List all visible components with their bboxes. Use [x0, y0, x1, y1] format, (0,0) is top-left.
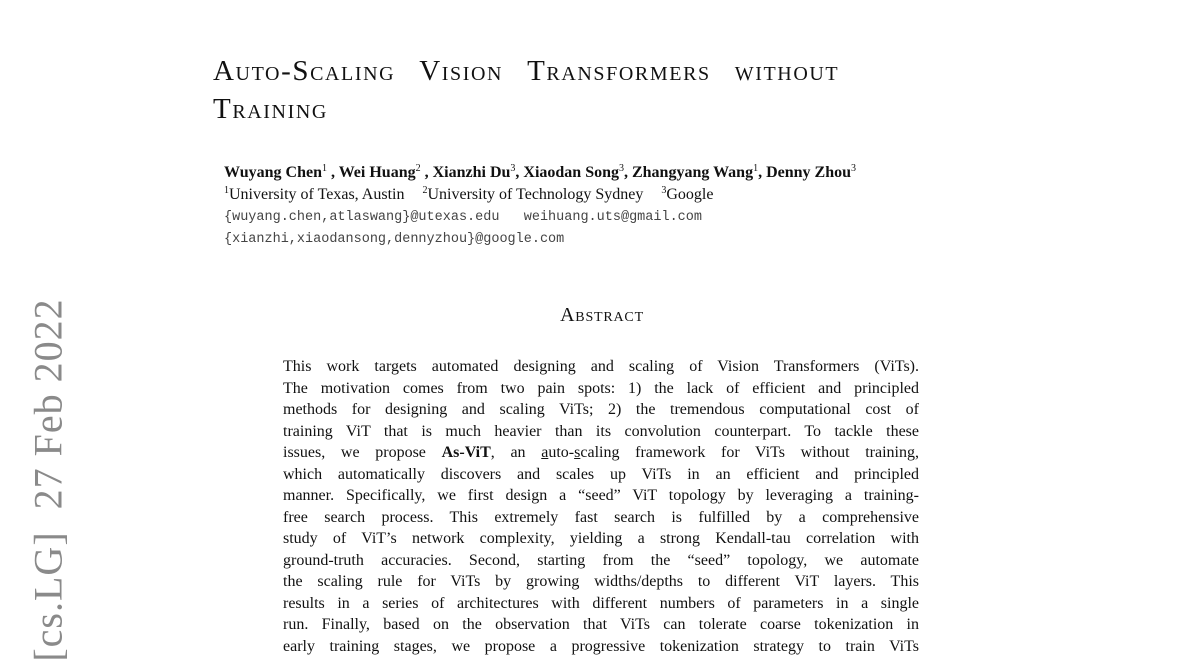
author-name: Denny Zhou [766, 164, 851, 181]
abstract-line: which automatically discovers and scales up ViTs in an efficient and principled [283, 465, 919, 483]
email-line-2: {xianzhi,xiaodansong,dennyzhou}@google.com [224, 232, 565, 247]
title-word: without [734, 55, 840, 87]
author-name: Zhangyang Wang [631, 164, 754, 181]
affil-mark: 2 [422, 185, 428, 196]
arxiv-category: [cs.LG] [25, 531, 71, 662]
author-separator: , [758, 164, 767, 181]
affil-mark: 1 [224, 185, 229, 196]
title-word: Vision [419, 55, 504, 87]
author-name: Wei Huang [338, 164, 416, 181]
abstract-line-method [283, 442, 919, 464]
abstract-body [283, 356, 919, 657]
abstract-line: early training stages, we propose a progressive tokenization strategy to train ViTs [283, 637, 919, 655]
arxiv-side-stamp [25, 298, 72, 661]
author-affil-mark: 1 [321, 163, 327, 174]
author-separator: , [623, 164, 632, 181]
author-affil-mark: 1 [753, 163, 759, 174]
paper-title [213, 52, 1003, 128]
title-word: Auto-Scaling [213, 55, 396, 87]
abstract-line: The motivation comes from two pain spots: 1) the lack of efficient and principled [283, 379, 919, 397]
author-affil-mark: 3 [618, 163, 624, 174]
author-separator: , [515, 164, 524, 181]
abstract-line: free search process. This extremely fast search is fulfilled by a comprehensive [283, 508, 919, 526]
author-affil-mark: 2 [415, 163, 421, 174]
author-list [224, 162, 1124, 184]
abstract-line: ground-truth accuracies. Second, starting from the “seed” topology, we automate [283, 551, 919, 569]
abstract-line: study of ViT’s network complexity, yielding a strong Kendall-tau correlation with [283, 530, 919, 547]
abstract-line: the scaling rule for ViTs by growing widths/depths to different ViT layers. This [283, 573, 919, 590]
abstract-text: issues, we propose [283, 444, 442, 461]
abstract-text: caling [580, 444, 620, 461]
abstract-heading: Abstract [560, 304, 644, 326]
affiliation: University of Texas, Austin [229, 186, 405, 203]
abstract-line: methods for designing and scaling ViTs; 2) the tremendous computational cost of [283, 401, 919, 418]
abstract-line: training ViT that is much heavier than its convolution counterpart. To tackle these [283, 422, 919, 440]
author-affil-mark: 3 [851, 163, 856, 174]
affiliation-list [224, 184, 1124, 206]
title-word: Transformers [527, 55, 711, 87]
abstract-line: run. Finally, based on the observation that ViTs can tolerate coarse tokenization in [283, 616, 919, 633]
method-name: As-ViT [441, 444, 491, 461]
email-line-1: {wuyang.chen,atlaswang}@utexas.edu weihuang.uts@gmail.com [224, 210, 702, 225]
author-separator: , [326, 164, 339, 181]
arxiv-date: 27 Feb 2022 [25, 298, 71, 510]
affil-mark: 3 [661, 185, 667, 196]
author-separator: , [420, 164, 433, 181]
author-name: Xiaodan Song [523, 164, 619, 181]
abstract-text: framework for ViTs without training, [619, 444, 919, 461]
title-line-2: Training [213, 93, 328, 125]
acronym-letter: s [574, 444, 581, 461]
author-name: Wuyang Chen [224, 164, 322, 181]
abstract-line: manner. Specifically, we first design a “seed” ViT topology by leveraging a training- [283, 487, 919, 504]
abstract-line: results in a series of architectures with different numbers of parameters in a single [283, 594, 919, 612]
affiliation: Google [666, 186, 714, 203]
author-name: Xianzhi Du [432, 164, 511, 181]
abstract-text: uto- [548, 444, 575, 461]
acronym-letter: a [541, 444, 549, 461]
author-affil-mark: 3 [510, 163, 516, 174]
abstract-line: This work targets automated designing and scaling of Vision Transformers (ViTs). [283, 358, 919, 375]
abstract-text: , an [490, 444, 542, 461]
affiliation: University of Technology Sydney [427, 186, 644, 203]
